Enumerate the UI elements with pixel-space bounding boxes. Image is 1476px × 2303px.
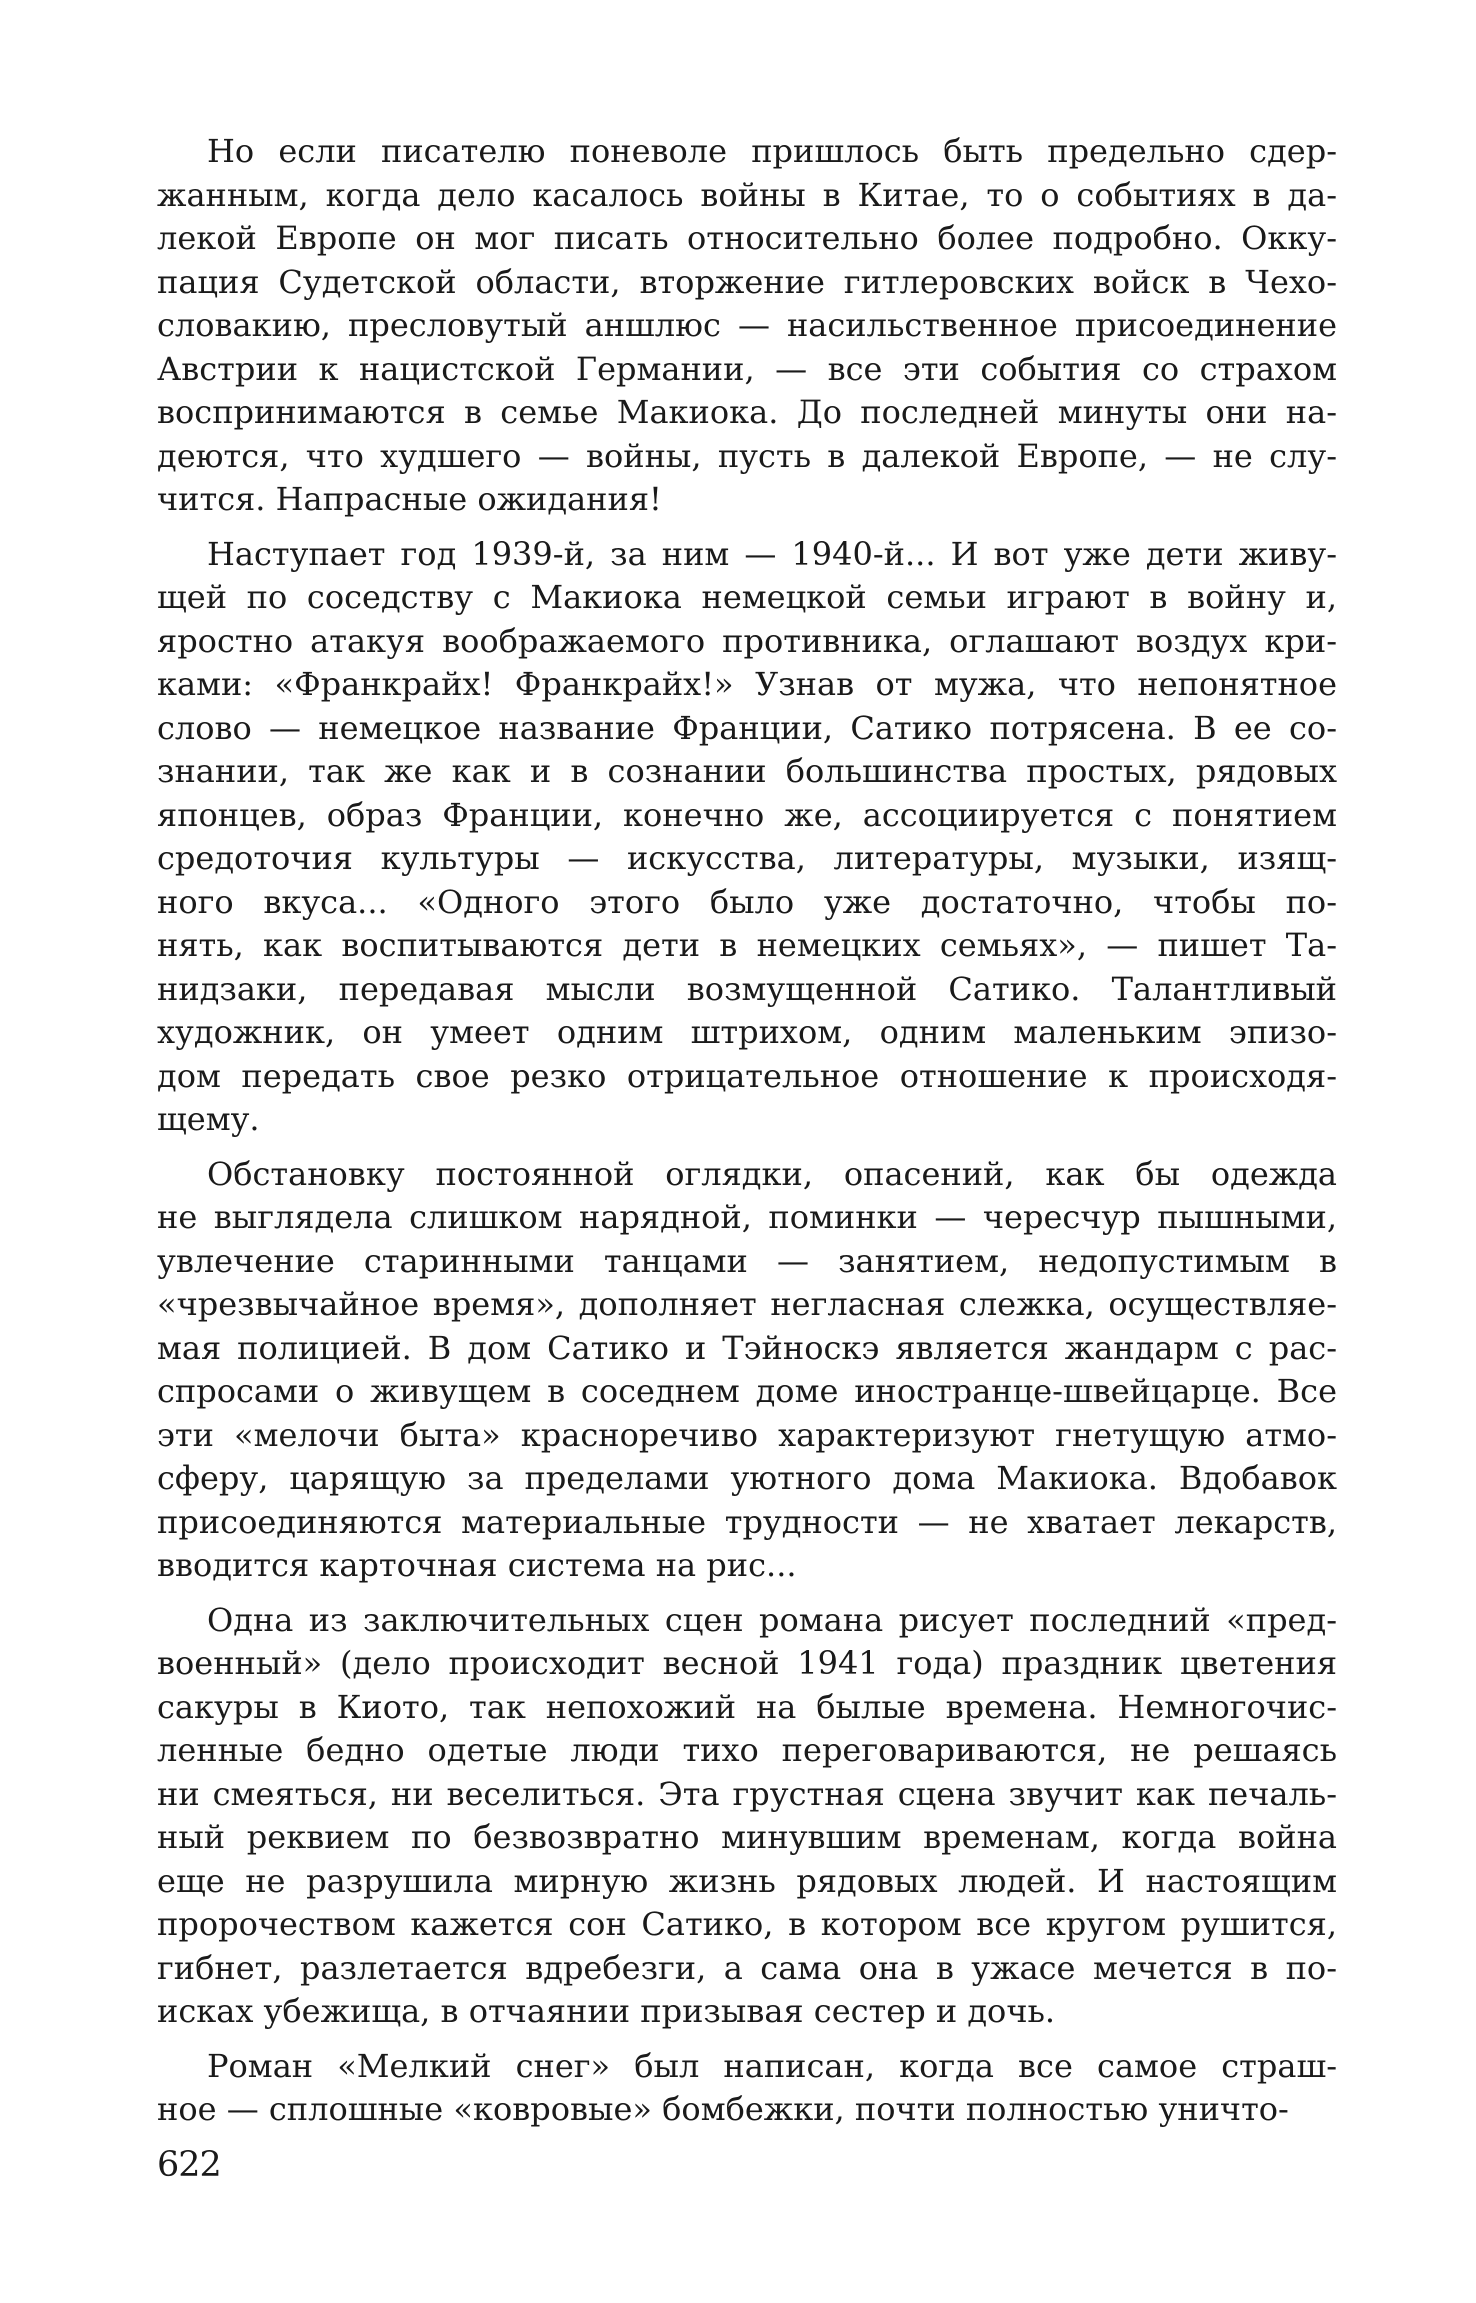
- paragraph: [157, 1599, 1337, 2034]
- text-line: Обстановку постоянной оглядки, опасений, как бы одежда: [207, 1154, 1337, 1193]
- text-line: слово — немецкое название Франции, Сатико потрясена. В ее со-: [157, 708, 1337, 747]
- text-line: знании, так же как и в сознании большинства простых, рядовых: [157, 752, 1337, 790]
- paragraph: [157, 1153, 1337, 1588]
- text-line: ни смеяться, ни веселиться. Эта грустная сцена звучит как печаль-: [157, 1774, 1337, 1813]
- paragraph: [157, 2045, 1337, 2132]
- text-line: ками: «Франкрайх! Франкрайх!» Узнав от мужа, что непонятное: [157, 665, 1337, 703]
- text-line: ленные бедно одетые люди тихо переговариваются, не решаясь: [157, 1731, 1337, 1769]
- text-line: деются, что худшего — войны, пусть в далекой Европе, — не слу-: [157, 436, 1337, 475]
- text-line: ного вкуса... «Одного этого было уже достаточно, чтобы по-: [157, 882, 1337, 921]
- text-line: пророчеством кажется сон Сатико, в котором все кругом рушится,: [157, 1905, 1337, 1943]
- text-line: вводится карточная система на рис...: [157, 1546, 797, 1584]
- text-line: ное — сплошные «ковровые» бомбежки, почти полностью уничто-: [157, 2090, 1289, 2128]
- page-number: 622: [157, 2145, 221, 2185]
- text-line: жанным, когда дело касалось войны в Китае, то о событиях в да-: [157, 175, 1337, 214]
- text-line: мая полицией. В дом Сатико и Тэйноскэ является жандарм с рас-: [157, 1328, 1337, 1367]
- text-line: Одна из заключительных сцен романа рисует последний «пред-: [207, 1600, 1337, 1639]
- text-line: дом передать свое резко отрицательное отношение к происходя-: [157, 1056, 1337, 1095]
- text-line: военный» (дело происходит весной 1941 года) праздник цветения: [157, 1644, 1337, 1682]
- text-line: Наступает год 1939-й, за ним — 1940-й... И вот уже дети живу-: [207, 534, 1337, 573]
- text-line: щему.: [157, 1100, 260, 1138]
- text-line: словакию, пресловутый аншлюс — насильственное присоединение: [157, 306, 1337, 344]
- text-line: еще не разрушила мирную жизнь рядовых людей. И настоящим: [157, 1861, 1337, 1900]
- text-line: японцев, образ Франции, конечно же, ассоциируется с понятием: [157, 795, 1337, 834]
- text-line: лекой Европе он мог писать относительно более подробно. Окку-: [157, 219, 1337, 257]
- text-line: «чрезвычайное время», дополняет негласная слежка, осуществляе-: [157, 1285, 1337, 1323]
- text-line: присоединяются материальные трудности — не хватает лекарств,: [157, 1502, 1337, 1541]
- paragraph: [157, 130, 1337, 522]
- text-line: спросами о живущем в соседнем доме иностранце-швейцарце. Все: [157, 1372, 1337, 1410]
- text-line: гибнет, разлетается вдребезги, а сама она в ужасе мечется в по-: [157, 1948, 1337, 1987]
- text-line: щей по соседству с Макиока немецкой семьи играют в войну и,: [157, 578, 1337, 616]
- text-line: художник, он умеет одним штрихом, одним маленьким эпизо-: [157, 1013, 1337, 1051]
- body-text: [157, 130, 1337, 2143]
- text-line: нидзаки, передавая мысли возмущенной Сатико. Талантливый: [157, 969, 1337, 1008]
- text-line: воспринимаются в семье Макиока. До последней минуты они на-: [157, 393, 1337, 431]
- text-line: пация Судетской области, вторжение гитлеровских войск в Чехо-: [157, 262, 1337, 301]
- text-line: сферу, царящую за пределами уютного дома Макиока. Вдобавок: [157, 1459, 1337, 1497]
- text-line: исках убежища, в отчаянии призывая сестер и дочь.: [157, 1992, 1056, 2030]
- text-line: увлечение старинными танцами — занятием, недопустимым в: [157, 1241, 1337, 1280]
- text-line: сакуры в Киото, так непохожий на былые времена. Немногочис-: [157, 1687, 1337, 1726]
- text-line: Но если писателю поневоле пришлось быть предельно сдер-: [207, 132, 1337, 170]
- text-line: Роман «Мелкий снег» был написан, когда все самое страш-: [207, 2046, 1337, 2085]
- text-line: нять, как воспитываются дети в немецких семьях», — пишет Та-: [157, 926, 1337, 964]
- text-line: эти «мелочи быта» красноречиво характеризуют гнетущую атмо-: [157, 1415, 1337, 1454]
- paragraph: [157, 533, 1337, 1142]
- text-line: Австрии к нацистской Германии, — все эти события со страхом: [157, 349, 1337, 388]
- text-line: не выглядела слишком нарядной, поминки — чересчур пышными,: [157, 1198, 1337, 1236]
- text-line: ный реквием по безвозвратно минувшим временам, когда война: [157, 1818, 1337, 1856]
- text-line: средоточия культуры — искусства, литературы, музыки, изящ-: [157, 839, 1337, 877]
- text-line: яростно атакуя воображаемого противника, оглашают воздух кри-: [157, 621, 1337, 660]
- text-line: чится. Напрасные ожидания!: [157, 480, 662, 518]
